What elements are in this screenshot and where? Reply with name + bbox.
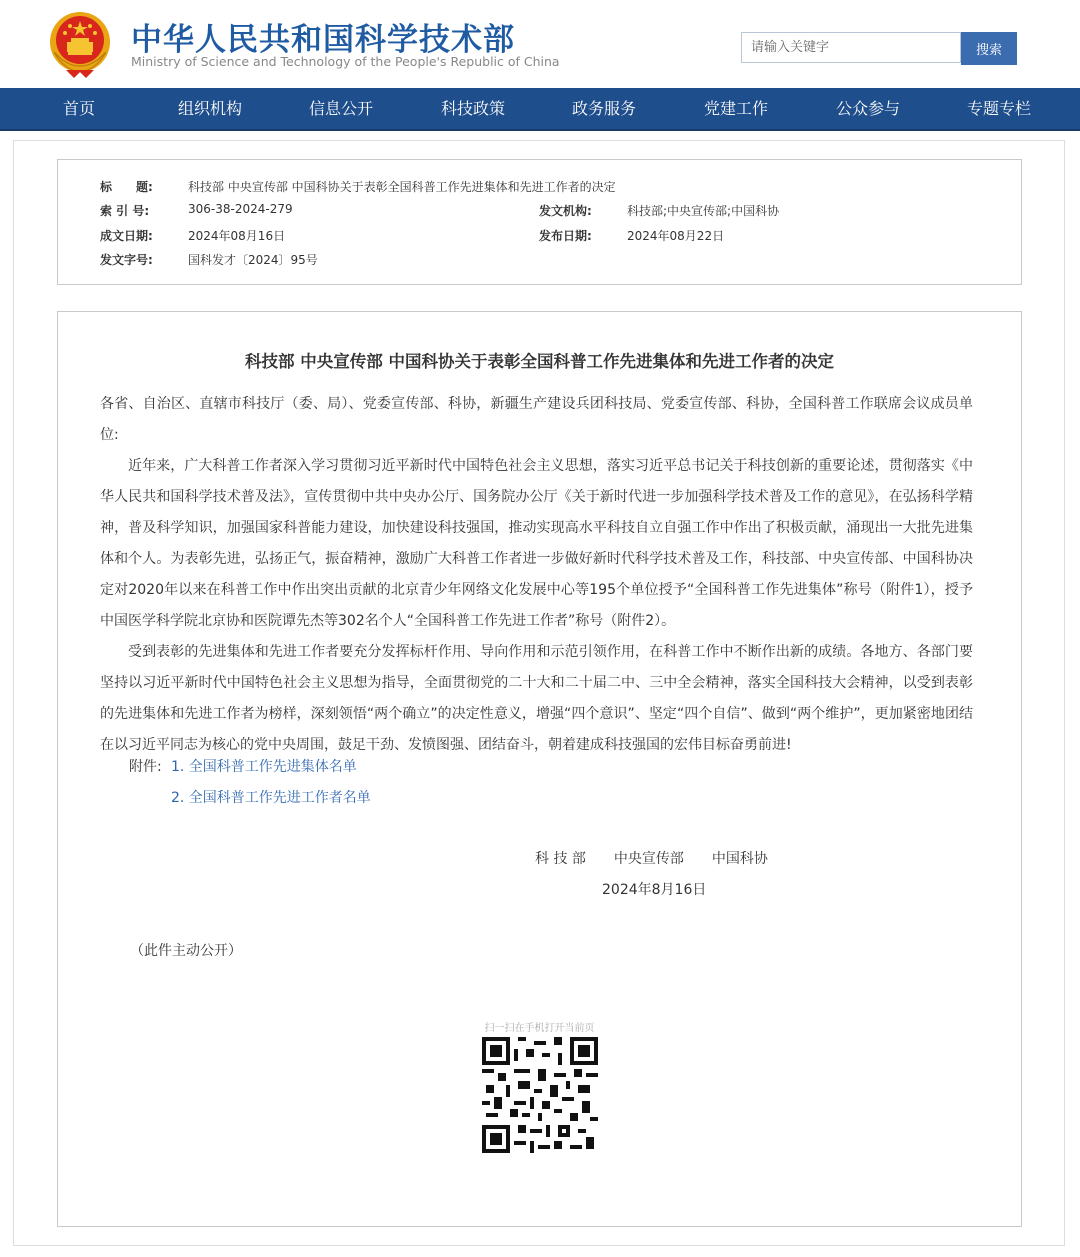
- salutation: 各省、自治区、直辖市科技厅（委、局）、党委宣传部、科协，新疆生产建设兵团科技局、党委宣传部、科协，全国科普工作联席会议成员单位:: [100, 396, 973, 443]
- meta-date-value: 2024年08月16日: [188, 229, 286, 243]
- attachment-label: 附件:: [129, 759, 162, 775]
- site-header: [0, 0, 1080, 88]
- nav-item-services[interactable]: 政务服务: [571, 99, 636, 118]
- search-input[interactable]: [741, 32, 961, 63]
- nav-item-public[interactable]: 公众参与: [835, 99, 900, 118]
- nav-item-party[interactable]: 党建工作: [703, 99, 768, 118]
- article: [57, 311, 1022, 1227]
- main-nav: [0, 88, 1080, 131]
- meta-date-label: 成文日期:: [100, 229, 153, 243]
- nav-item-policy[interactable]: 科技政策: [440, 99, 505, 118]
- meta-docno-label: 发文字号:: [100, 253, 153, 267]
- national-emblem-icon[interactable]: [44, 8, 116, 80]
- attachment-link-2[interactable]: 2. 全国科普工作先进工作者名单: [171, 790, 371, 806]
- paragraph-1: 近年来，广大科普工作者深入学习贯彻习近平新时代中国特色社会主义思想，落实习近平总书记关于科技创新的重要论述，贯彻落实《中华人民共和国科学技术普及法》，宣传贯彻中共中央办公厅、国务院办公厅《关于新时代进一步加强科学技术普及工作的意见》，在弘扬科学精神，普及科学知识，加强国家科普能力建设，加快建设科技强国，推动实现高水平科技自立自强工作中作出了积极贡献，涌现出一大批先进集体和个人。为表彰先进，弘扬正气，振奋精神，激励广大科普工作者进一步做好新时代科学技术普及工作，科技部、中央宣传部、中国科协决定对2020年以来在科普工作中作出突出贡献的北京青少年网络文化发展中心等195个单位授予“全国科普工作先进集体”称号（附件1），授予中国医学科学院北京协和医院谭先杰等302名个人“全国科普工作先进工作者”称号（附件2）。: [100, 458, 973, 629]
- meta-index-value: 306-38-2024-279: [188, 202, 293, 216]
- meta-title-value: 科技部 中央宣传部 中国科协关于表彰全国科普工作先进集体和先进工作者的决定: [188, 180, 616, 194]
- article-body: [100, 389, 973, 761]
- meta-issuer-value: 科技部;中央宣传部;中国科协: [627, 204, 780, 218]
- public-note: （此件主动公开）: [130, 943, 242, 959]
- article-title: 科技部 中央宣传部 中国科协关于表彰全国科普工作先进集体和先进工作者的决定: [245, 352, 834, 371]
- signing-date: 2024年8月16日: [602, 882, 707, 898]
- nav-item-organization[interactable]: 组织机构: [177, 99, 242, 118]
- qr-code-icon: [482, 1037, 598, 1153]
- meta-pubdate-value: 2024年08月22日: [627, 229, 725, 243]
- search-button[interactable]: 搜索: [961, 32, 1017, 65]
- attachment-link-1[interactable]: 1. 全国科普工作先进集体名单: [171, 759, 357, 775]
- site-title: 中华人民共和国科学技术部: [131, 22, 515, 58]
- qr-caption: 扫一扫在手机打开当前页: [484, 1023, 595, 1034]
- site-subtitle: Ministry of Science and Technology of the People's Republic of China: [131, 54, 560, 69]
- paragraph-2: 受到表彰的先进集体和先进工作者要充分发挥标杆作用、导向作用和示范引领作用，在科普工作中不断作出新的成绩。各地方、各部门要坚持以习近平新时代中国特色社会主义思想为指导，全面贯彻党的二十大和二十届二中、三中全会精神，落实全国科技大会精神，以受到表彰的先进集体和先进工作者为榜样，深刻领悟“两个确立”的决定性意义，增强“四个意识”、坚定“四个自信”、做到“两个维护”，更加紧密地团结在以习近平同志为核心的党中央周围，鼓足干劲、发愤图强、团结奋斗，朝着建成科技强国的宏伟目标奋勇前进!: [100, 644, 973, 753]
- meta-pubdate-label: 发布日期:: [539, 229, 592, 243]
- nav-item-info-disclosure[interactable]: 信息公开: [308, 99, 373, 118]
- meta-issuer-label: 发文机构:: [539, 204, 592, 218]
- nav-item-topics[interactable]: 专题专栏: [966, 99, 1031, 118]
- nav-item-home[interactable]: 首页: [62, 99, 95, 118]
- meta-index-label: 索 引 号:: [100, 204, 150, 218]
- signing-organizations: 科 技 部 中央宣传部 中国科协: [535, 851, 768, 867]
- meta-docno-value: 国科发才〔2024〕95号: [188, 253, 318, 267]
- meta-title-label: 标 题:: [100, 180, 153, 194]
- document-meta: [57, 159, 1022, 285]
